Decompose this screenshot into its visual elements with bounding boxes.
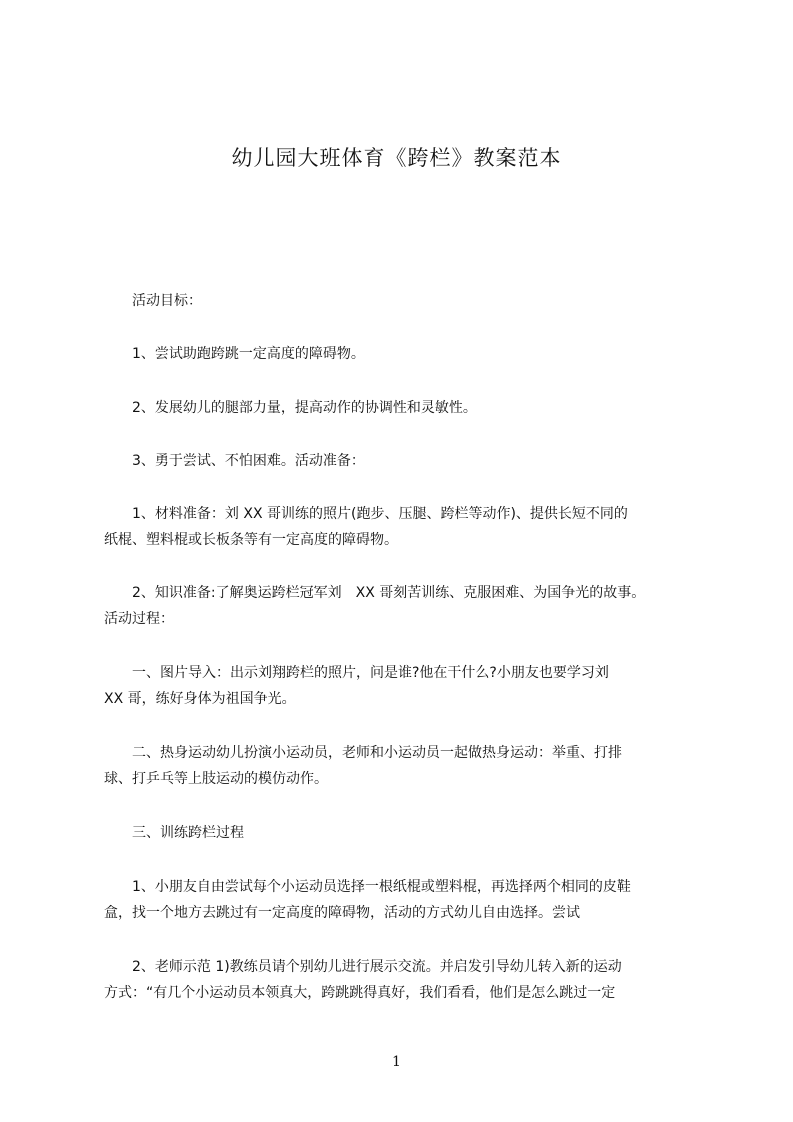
paragraph-line: XX 哥，练好身体为祖国争光。 (104, 691, 296, 707)
paragraph-line: 1、尝试助跑跨跳一定高度的障碍物。 (104, 346, 365, 362)
paragraph-line: 三、训练跨栏过程 (104, 825, 244, 841)
paragraph-goal-3 (104, 448, 704, 474)
paragraph-line: 盒，找一个地方去跳过有一定高度的障碍物，活动的方式幼儿自由选择。尝试 (104, 905, 580, 921)
paragraph-line: 2、发展幼儿的腿部力量，提高动作的协调性和灵敏性。 (104, 400, 477, 416)
paragraph-step-3-2 (104, 954, 704, 1006)
paragraph-line: 活动目标： (104, 293, 202, 309)
document-title: 幼儿园大班体育《跨栏》教案范本 (231, 146, 562, 170)
paragraph-line: 1、小朋友自由尝试每个小运动员选择一根纸棍或塑料棍，再选择两个相同的皮鞋 (104, 879, 631, 895)
paragraph-line: 活动过程： (104, 611, 174, 627)
page-number: 1 (392, 1054, 401, 1070)
paragraph-line: 一、图片导入：出示刘翔跨栏的照片，问是谁?他在干什么?小朋友也要学习刘 (104, 665, 609, 681)
paragraph-materials (104, 501, 704, 553)
paragraph-line: 1、材料准备：刘 XX 哥训练的照片(跑步、压腿、跨栏等动作)、提供长短不同的 (104, 506, 628, 522)
paragraph-line: 3、勇于尝试、不怕困难。活动准备： (104, 453, 365, 469)
paragraph-step-1 (104, 660, 704, 712)
paragraph-line: 纸棍、塑料棍或长板条等有一定高度的障碍物。 (104, 532, 398, 548)
paragraph-goal-2 (104, 395, 704, 421)
paragraph-step-3-heading (104, 820, 704, 846)
paragraph-line: 方式：“有几个小运动员本领真大，跨跳跳得真好，我们看看，他们是怎么跳过一定 (104, 985, 616, 1001)
paragraph-line: 2、老师示范 1)教练员请个别幼儿进行展示交流。并启发引导幼儿转入新的运动 (104, 959, 622, 975)
paragraph-line: 2、知识准备:了解奥运跨栏冠军刘 XX 哥刻苦训练、克服困难、为国争光的故事。 (104, 585, 646, 601)
paragraph-goals-heading (104, 288, 704, 314)
paragraph-line: 二、热身运动幼儿扮演小运动员，老师和小运动员一起做热身运动：举重、打排 (104, 745, 622, 761)
paragraph-goal-1 (104, 341, 704, 367)
paragraph-line: 球、打乒乓等上肢运动的模仿动作。 (104, 771, 328, 787)
paragraph-knowledge (104, 580, 704, 632)
paragraph-step-2 (104, 740, 704, 792)
paragraph-step-3-1 (104, 874, 704, 926)
